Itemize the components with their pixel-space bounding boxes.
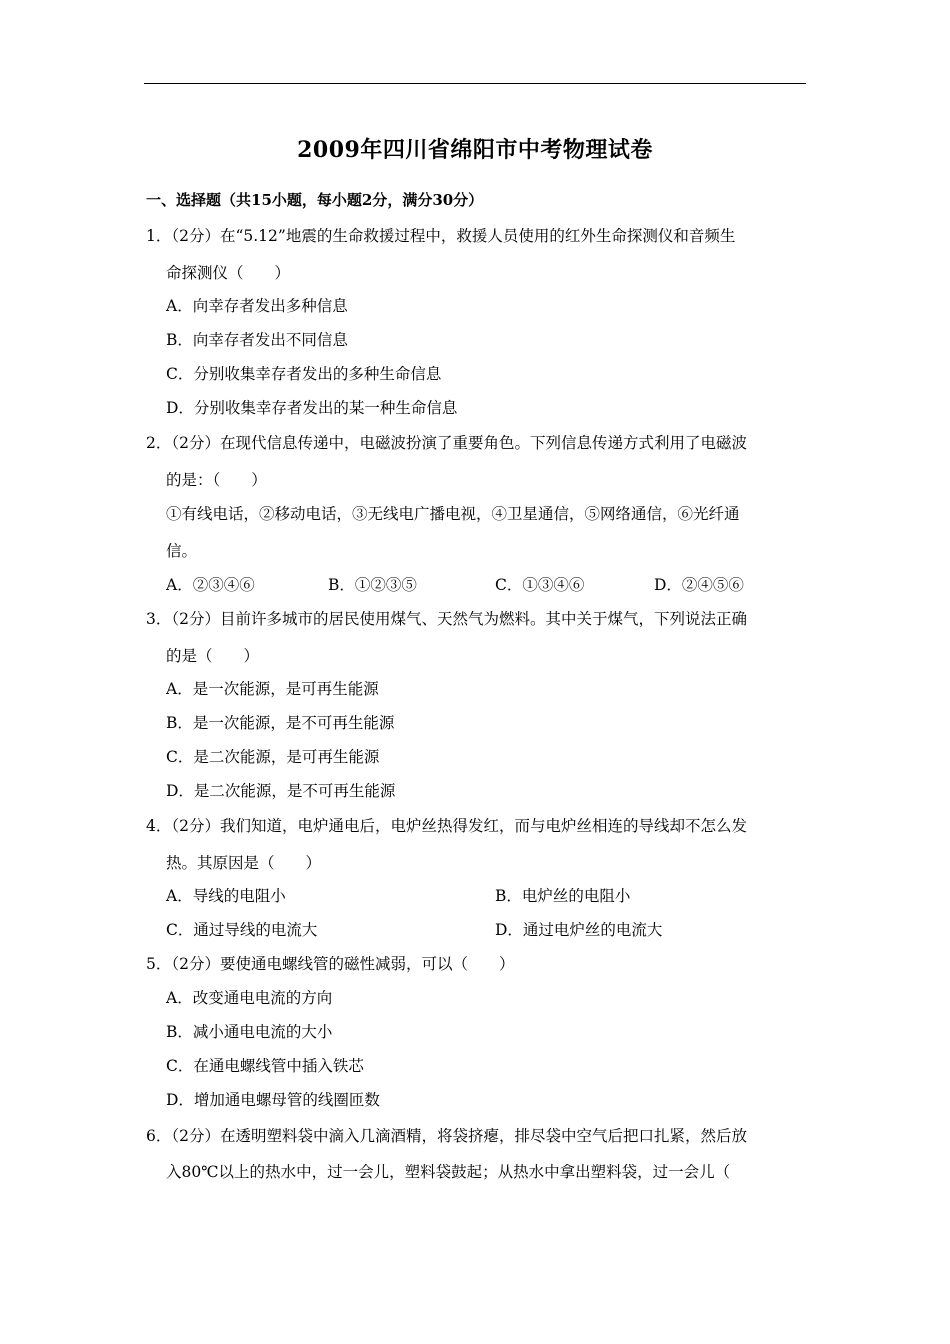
question-1-stem: 1．（2分）在“5.12”地震的生命救援过程中，救援人员使用的红外生命探测仪和音频生 xyxy=(146,227,736,245)
question-4-option-c: C．通过导线的电流大 xyxy=(166,921,318,939)
question-6-stem: 6．（2分）在透明塑料袋中滴入几滴酒精，将袋挤瘪，排尽袋中空气后把口扎紧，然后放 xyxy=(146,1127,747,1145)
question-1-option-c: C．分别收集幸存者发出的多种生命信息 xyxy=(166,365,442,383)
question-2-option-a: A．②③④⑥ xyxy=(166,576,255,594)
question-1-stem-cont: 命探测仪（ ） xyxy=(166,264,291,282)
question-5-option-d: D．增加通电螺母管的线圈匝数 xyxy=(166,1091,380,1109)
question-2-items-cont: 信。 xyxy=(166,542,198,560)
question-5-option-c: C．在通电螺线管中插入铁芯 xyxy=(166,1057,364,1075)
question-5-stem: 5．（2分）要使通电螺线管的磁性减弱，可以（ ） xyxy=(146,955,515,973)
question-5-option-b: B．减小通电电流的大小 xyxy=(166,1023,333,1041)
question-3-option-a: A．是一次能源，是可再生能源 xyxy=(166,680,379,698)
question-5-option-a: A．改变通电电流的方向 xyxy=(166,989,333,1007)
question-4-stem-cont: 热。其原因是（ ） xyxy=(166,854,322,872)
section-heading: 一、选择题（共15小题，每小题2分，满分30分） xyxy=(146,191,484,209)
question-3-option-d: D．是二次能源，是不可再生能源 xyxy=(166,782,396,800)
question-2-stem-cont: 的是：（ ） xyxy=(166,471,267,489)
question-3-option-b: B．是一次能源，是不可再生能源 xyxy=(166,714,395,732)
question-1-option-d: D．分别收集幸存者发出的某一种生命信息 xyxy=(166,399,458,417)
page-title: 2009年四川省绵阳市中考物理试卷 xyxy=(297,137,653,163)
question-6-stem-cont: 入80℃以上的热水中，过一会儿，塑料袋鼓起；从热水中拿出塑料袋，过一会儿（ xyxy=(166,1163,731,1181)
question-2-option-b: B．①②③⑤ xyxy=(328,576,417,594)
question-4-option-b: B．电炉丝的电阻小 xyxy=(495,887,631,905)
question-4-stem: 4．（2分）我们知道，电炉通电后，电炉丝热得发红，而与电炉丝相连的导线却不怎么发 xyxy=(146,817,747,835)
question-1-option-b: B．向幸存者发出不同信息 xyxy=(166,331,348,349)
header-rule xyxy=(144,83,806,84)
question-2-items: ①有线电话，②移动电话，③无线电广播电视，④卫星通信，⑤网络通信，⑥光纤通 xyxy=(166,505,740,523)
question-3-option-c: C．是二次能源，是可再生能源 xyxy=(166,748,380,766)
question-2-option-c: C．①③④⑥ xyxy=(495,576,585,594)
question-3-stem-cont: 的是（ ） xyxy=(166,647,260,665)
question-2-option-d: D．②④⑤⑥ xyxy=(654,576,744,594)
question-4-option-d: D．通过电炉丝的电流大 xyxy=(495,921,663,939)
question-1-option-a: A．向幸存者发出多种信息 xyxy=(166,297,348,315)
question-3-stem: 3．（2分）目前许多城市的居民使用煤气、天然气为燃料。其中关于煤气，下列说法正确 xyxy=(146,610,747,628)
question-2-stem: 2．（2分）在现代信息传递中，电磁波扮演了重要角色。下列信息传递方式利用了电磁波 xyxy=(146,434,747,452)
question-4-option-a: A．导线的电阻小 xyxy=(166,887,286,905)
